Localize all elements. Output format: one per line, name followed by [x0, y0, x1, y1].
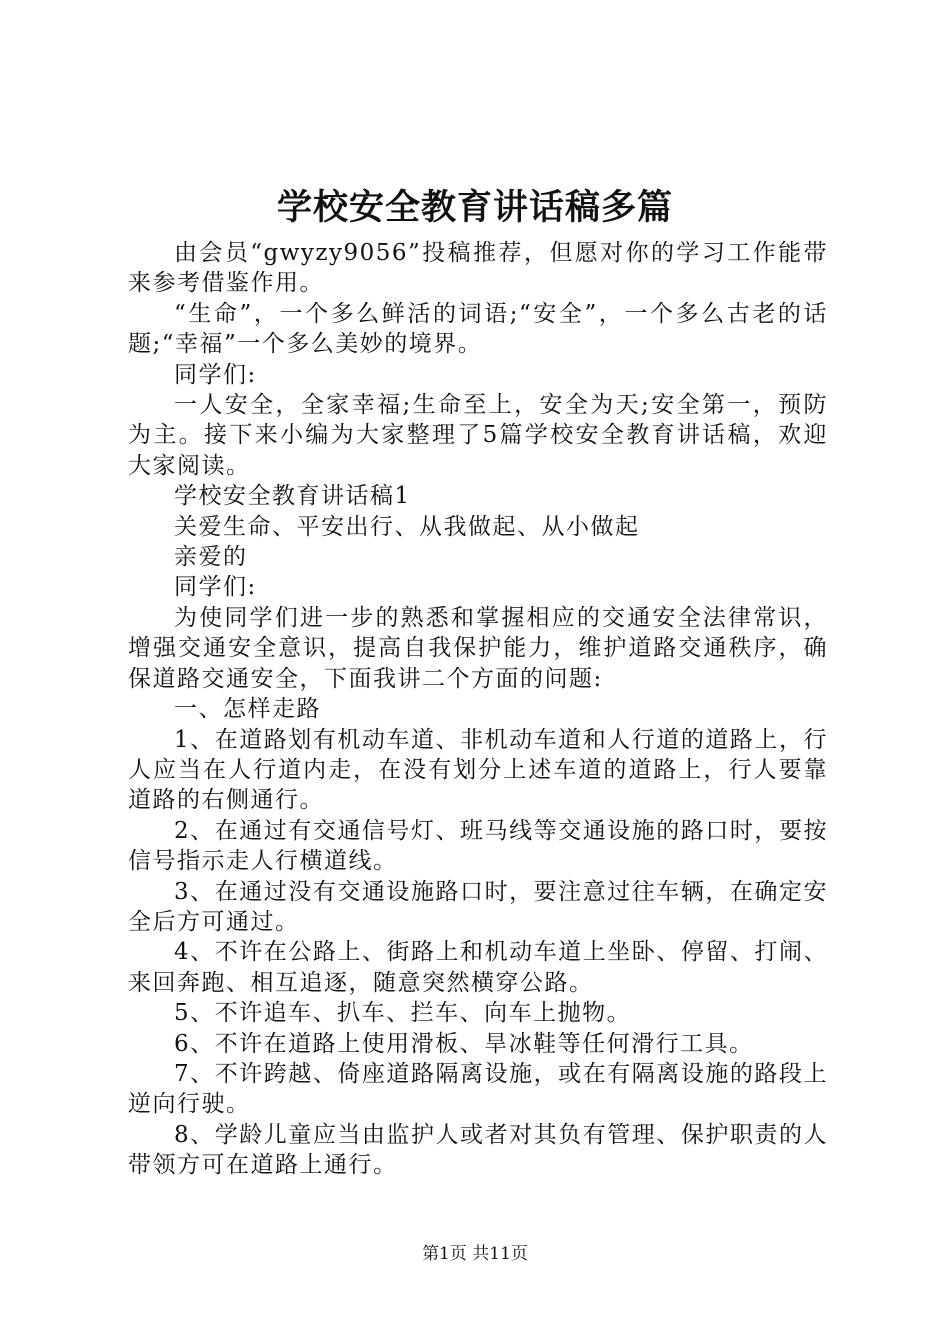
paragraph: “生命”，一个多么鲜活的词语;“安全”，一个多么古老的话题;“幸福”一个多么美妙的境界。: [128, 300, 828, 358]
list-item: 1、在道路划有机动车道、非机动车道和人行道的道路上，行人应当在人行道内走，在没有划分上述车道的道路上，行人要靠道路的右侧通行。: [128, 726, 828, 814]
list-item: 5、不许追车、扒车、拦车、向车上抛物。: [174, 1000, 632, 1027]
section-heading: 学校安全教育讲话稿1: [174, 483, 411, 510]
paragraph: 同学们:: [174, 574, 257, 601]
list-item: 4、不许在公路上、街路上和机动车道上坐卧、停留、打闹、来回奔跑、相互追逐，随意突然横穿公路。: [128, 939, 828, 996]
document-body: [128, 238, 828, 1181]
paragraph: 关爱生命、平安出行、从我做起、从小做起: [174, 513, 640, 540]
list-item: 7、不许跨越、倚座道路隔离设施，或在有隔离设施的路段上逆向行驶。: [128, 1060, 828, 1118]
paragraph: 由会员“gwyzy9056”投稿推荐，但愿对你的学习工作能带来参考借鉴作用。: [128, 240, 828, 297]
list-item: 8、学龄儿童应当由监护人或者对其负有管理、保护职责的人带领方可在道路上通行。: [128, 1121, 828, 1179]
section-heading: 一、怎样走路: [174, 696, 321, 723]
list-item: 2、在通过有交通信号灯、班马线等交通设施的路口时，要按信号指示走人行横道线。: [128, 817, 828, 875]
paragraph: 同学们:: [174, 361, 257, 388]
paragraph: 一人安全，全家幸福;生命至上，安全为天;安全第一，预防为主。接下来小编为大家整理了5篇学校安全教育讲话稿，欢迎大家阅读。: [128, 392, 828, 479]
document-title: 学校安全教育讲话稿多篇: [276, 187, 673, 228]
list-item: 3、在通过没有交通设施路口时，要注意过往车辆，在确定安全后方可通过。: [128, 878, 828, 935]
list-item: 6、不许在道路上使用滑板、旱冰鞋等任何滑行工具。: [174, 1030, 754, 1057]
paragraph: 为使同学们进一步的熟悉和掌握相应的交通安全法律常识，增强交通安全意识，提高自我保护能力，维护道路交通秩序，确保道路交通安全，下面我讲二个方面的问题:: [128, 604, 828, 692]
page-footer: 第1页 共11页: [422, 1244, 528, 1264]
paragraph: 亲爱的: [174, 544, 248, 571]
